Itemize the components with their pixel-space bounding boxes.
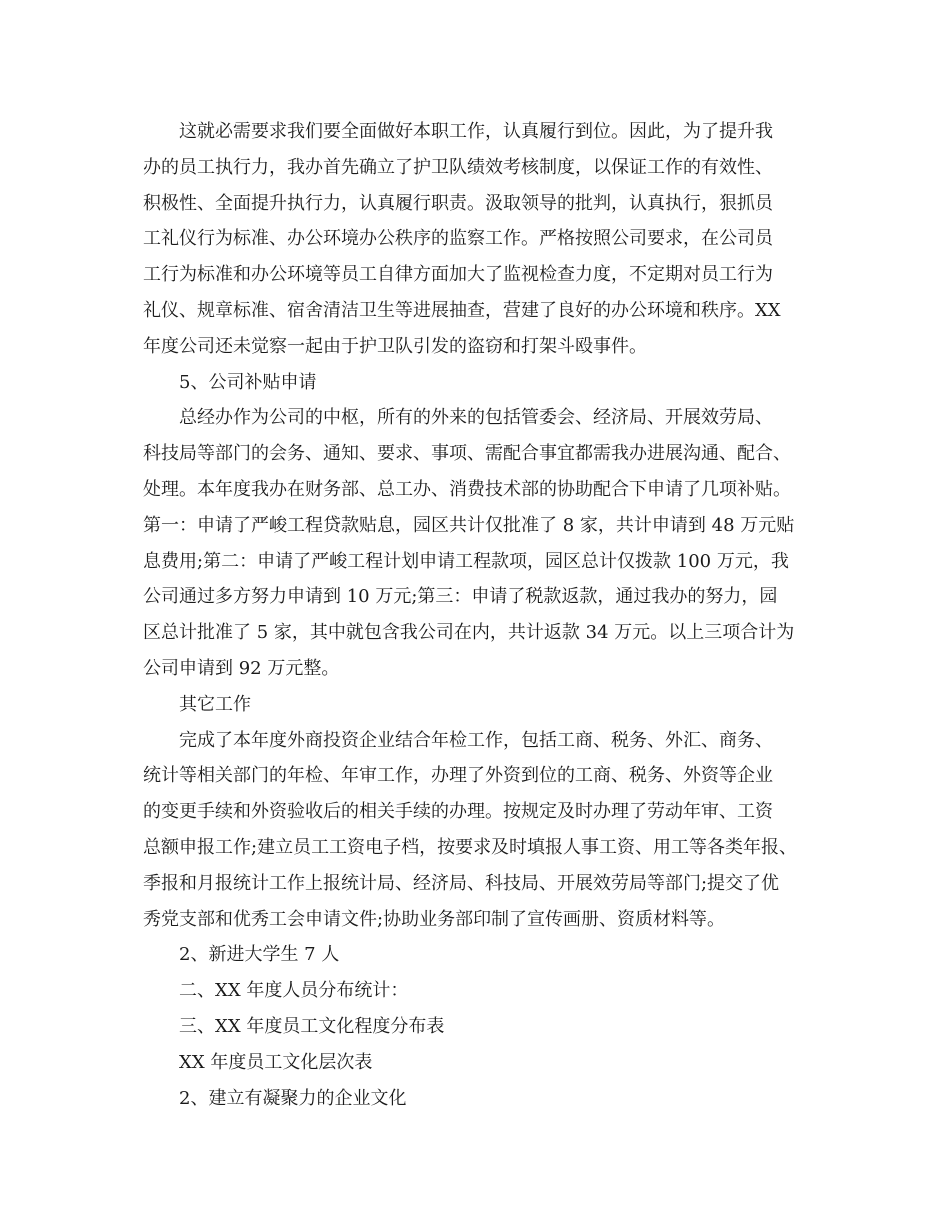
text-line: 其它工作 — [179, 693, 251, 715]
text-line: 年度公司还未觉察一起由于护卫队引发的盗窃和打架斗殴事件。 — [143, 335, 647, 357]
text-line: 处理。本年度我办在财务部、总工办、消费技术部的协助配合下申请了几项补贴。 — [143, 478, 791, 500]
text-line: 统计等相关部门的年检、年审工作，办理了外资到位的工商、税务、外资等企业 — [143, 765, 773, 787]
text-line: 二、XX 年度人员分布统计： — [179, 980, 409, 1002]
text-line: 区总计批准了 5 家，其中就包含我公司在内，共计返款 34 万元。以上三项合计为 — [143, 622, 795, 644]
text-line: 三、XX 年度员工文化程度分布表 — [179, 1015, 445, 1037]
text-line: 总经办作为公司的中枢，所有的外来的包括管委会、经济局、开展效劳局、 — [179, 407, 773, 429]
document-body — [143, 114, 833, 1116]
text-line: 息费用;第二：申请了严峻工程计划申请工程款项，园区总计仅拨款 100 万元，我 — [143, 550, 789, 572]
text-line: 季报和月报统计工作上报统计局、经济局、科技局、开展效劳局等部门;提交了优 — [143, 872, 780, 894]
text-line: 这就必需要求我们要全面做好本职工作，认真履行到位。因此，为了提升我 — [179, 121, 773, 142]
text-line: 第一：申请了严峻工程贷款贴息，园区共计仅批准了 8 家，共计申请到 48 万元贴 — [143, 514, 795, 536]
text-line: XX 年度员工文化层次表 — [179, 1051, 373, 1073]
text-line: 工行为标准和办公环境等员工自律方面加大了监视检查力度，不定期对员工行为 — [143, 264, 773, 286]
text-line: 2、建立有凝聚力的企业文化 — [179, 1087, 407, 1109]
text-line: 2、新进大学生 7 人 — [179, 944, 340, 966]
text-line: 办的员工执行力，我办首先确立了护卫队绩效考核制度，以保证工作的有效性、 — [143, 156, 773, 178]
text-line: 工礼仪行为标准、办公环境办公秩序的监察工作。严格按照公司要求，在公司员 — [143, 228, 773, 250]
text-line: 礼仪、规章标准、宿舍清洁卫生等进展抽查，营建了良好的办公环境和秩序。XX — [143, 299, 781, 321]
text-line: 科技局等部门的会务、通知、要求、事项、需配合事宜都需我办进展沟通、配合、 — [143, 443, 791, 465]
text-line: 秀党支部和优秀工会申请文件;协助业务部印制了宣传画册、资质材料等。 — [143, 908, 726, 930]
text-line: 5、公司补贴申请 — [179, 371, 317, 393]
text-line: 的变更手续和外资验收后的相关手续的办理。按规定及时办理了劳动年审、工资 — [143, 801, 773, 823]
text-line: 公司申请到 92 万元整。 — [143, 657, 340, 679]
text-line: 公司通过多方努力申请到 10 万元;第三：申请了税款返款，通过我办的努力，园 — [143, 586, 778, 608]
text-line: 积极性、全面提升执行力，认真履行职责。汲取领导的批判，认真执行，狠抓员 — [143, 192, 773, 214]
text-line: 总额申报工作;建立员工工资电子档，按要求及时填报人事工资、用工等各类年报、 — [143, 836, 798, 858]
text-line: 完成了本年度外商投资企业结合年检工作，包括工商、税务、外汇、商务、 — [179, 729, 773, 751]
